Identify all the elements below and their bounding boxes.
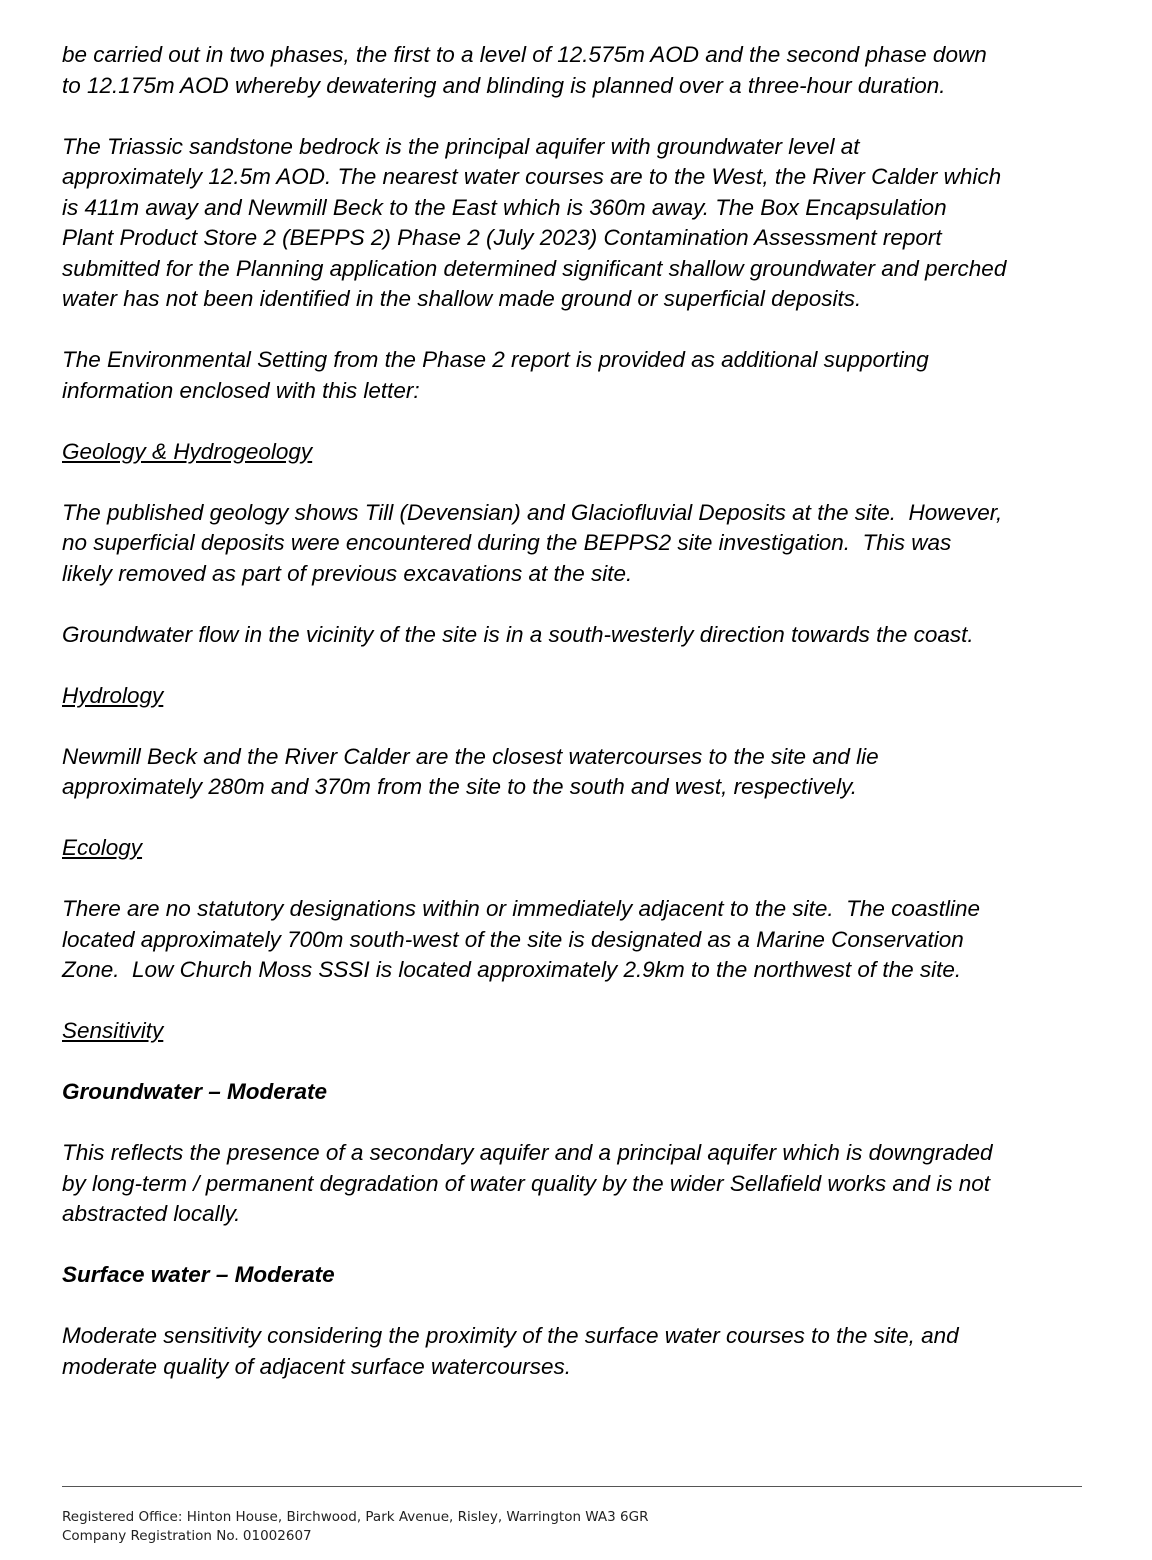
paragraph-bedrock-aquifer: The Triassic sandstone bedrock is the principal aquifer with groundwater level at approximately 12.5m AOD. The nearest water courses are to the West, the River Calder which is 411m away and Newmill Beck to the East which is 360m away. The Box Encapsulation Plant Product Store 2 (BEPPS 2) Phase 2 (July 2023) Contamination Assessment report submitted for the Planning application determined significant shallow groundwater and perched water has not been identified in the shallow made ground or superficial deposits. bbox=[62, 133, 1007, 311]
paragraph-excavation-phases: be carried out in two phases, the first to a level of 12.575m AOD and the second phase down to 12.175m AOD whereby dewatering and blinding is planned over a three-hour duration. bbox=[62, 42, 987, 98]
letter-body bbox=[62, 40, 1092, 1413]
paragraph-environmental-setting: The Environmental Setting from the Phase 2 report is provided as additional supporting information enclosed with this letter: bbox=[62, 347, 929, 403]
heading-surface-water-sensitivity: Surface water – Moderate bbox=[62, 1262, 335, 1287]
heading-geology-hydrogeology: Geology & Hydrogeology bbox=[62, 438, 313, 464]
footer-registered-office: Registered Office: Hinton House, Birchwood, Park Avenue, Risley, Warrington WA3 6GR bbox=[62, 1509, 649, 1525]
paragraph-groundwater-flow: Groundwater flow in the vicinity of the site is in a south-westerly direction towards the coast. bbox=[62, 621, 974, 647]
heading-sensitivity: Sensitivity bbox=[62, 1018, 164, 1043]
footer-company-registration: Company Registration No. 01002607 bbox=[62, 1528, 312, 1544]
paragraph-ecology: There are no statutory designations within or immediately adjacent to the site. The coastline located approximately 700m south-west of the site is designated as a Marine Conservation Zone. Low Church Moss SSSI is located approximately 2.9km to the northwest of the site. bbox=[62, 896, 980, 982]
paragraph-hydrology: Newmill Beck and the River Calder are the closest watercourses to the site and lie approximately 280m and 370m from the site to the south and west, respectively. bbox=[62, 743, 879, 799]
footer-divider bbox=[62, 1486, 1082, 1487]
heading-ecology: Ecology bbox=[62, 835, 143, 860]
paragraph-geology: The published geology shows Till (Devensian) and Glaciofluvial Deposits at the site. However, no superficial deposits were encountered during the BEPPS2 site investigation. This was likely removed as part of previous excavations at the site. bbox=[62, 499, 1003, 586]
paragraph-groundwater-sensitivity: This reflects the presence of a secondary aquifer and a principal aquifer which is downgraded by long-term / permanent degradation of water quality by the wider Sellafield works and is not abstracted locally. bbox=[62, 1140, 993, 1226]
heading-hydrology: Hydrology bbox=[62, 682, 164, 708]
paragraph-surface-water-sensitivity: Moderate sensitivity considering the proximity of the surface water courses to the site, and moderate quality of adjacent surface watercourses. bbox=[62, 1323, 959, 1379]
page-footer bbox=[62, 1508, 648, 1546]
heading-groundwater-sensitivity: Groundwater – Moderate bbox=[62, 1079, 328, 1104]
